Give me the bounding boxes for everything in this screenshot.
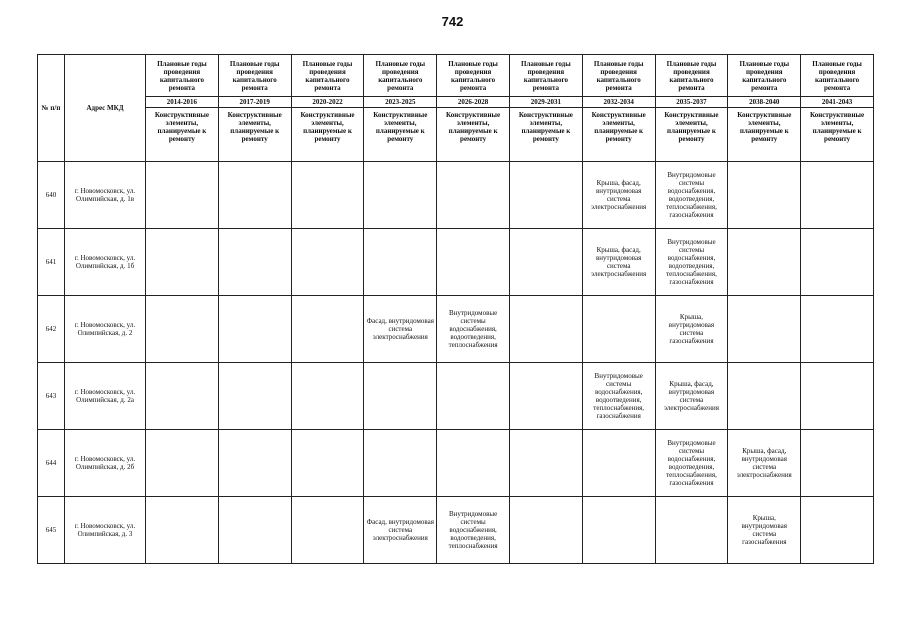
repair-elements-cell	[218, 162, 291, 229]
repair-elements-cell	[437, 229, 510, 296]
row-address: г. Новомосковск, ул. Олимпийская, д. 2б	[65, 430, 146, 497]
row-number: 641	[38, 229, 65, 296]
table-row	[38, 162, 874, 229]
repair-elements-cell	[509, 162, 582, 229]
repair-elements-cell: Крыша, фасад, внутридомовая система электроснабжения	[655, 363, 728, 430]
period-header: 2038-2040	[728, 97, 801, 108]
repair-elements-cell	[291, 363, 364, 430]
elements-header: Конструктивные элементы, планируемые к ремонту	[364, 108, 437, 162]
repair-elements-cell	[218, 229, 291, 296]
page-number: 742	[441, 14, 464, 29]
repair-elements-cell	[801, 162, 874, 229]
elements-header: Конструктивные элементы, планируемые к ремонту	[801, 108, 874, 162]
repair-elements-cell	[728, 162, 801, 229]
elements-header: Конструктивные элементы, планируемые к ремонту	[291, 108, 364, 162]
planned-years-header: Плановые годы проведения капитального ремонта	[291, 55, 364, 97]
planned-years-header: Плановые годы проведения капитального ремонта	[655, 55, 728, 97]
repair-elements-cell	[728, 229, 801, 296]
period-header: 2017-2019	[218, 97, 291, 108]
repair-elements-cell	[801, 296, 874, 363]
elements-header: Конструктивные элементы, планируемые к ремонту	[655, 108, 728, 162]
table-row	[38, 430, 874, 497]
repair-elements-cell	[146, 162, 219, 229]
num-column-header: № п/п	[38, 55, 65, 162]
repair-elements-cell	[146, 430, 219, 497]
repair-elements-cell	[364, 162, 437, 229]
repair-elements-cell	[801, 497, 874, 564]
address-column-header: Адрес МКД	[65, 55, 146, 162]
table-body	[38, 162, 874, 564]
row-number: 645	[38, 497, 65, 564]
repair-elements-cell: Внутридомовые системы водоснабжения, водоотведения, теплоснабжения, газоснабжения	[655, 430, 728, 497]
repair-elements-cell: Внутридомовые системы водоснабжения, водоотведения, теплоснабжения, газоснабжения	[655, 229, 728, 296]
repair-elements-cell	[364, 430, 437, 497]
repair-elements-cell	[291, 296, 364, 363]
row-address: г. Новомосковск, ул. Олимпийская, д. 2	[65, 296, 146, 363]
repair-elements-cell	[801, 363, 874, 430]
planned-years-header: Плановые годы проведения капитального ремонта	[728, 55, 801, 97]
capital-repair-plan-table	[37, 54, 874, 564]
repair-elements-cell	[509, 497, 582, 564]
repair-elements-cell: Внутридомовые системы водоснабжения, водоотведения, теплоснабжения, газоснабжения	[655, 162, 728, 229]
planned-years-header: Плановые годы проведения капитального ремонта	[218, 55, 291, 97]
row-address: г. Новомосковск, ул. Олимпийская, д. 1б	[65, 229, 146, 296]
period-header: 2032-2034	[582, 97, 655, 108]
table-row	[38, 296, 874, 363]
period-header: 2026-2028	[437, 97, 510, 108]
repair-elements-cell: Фасад, внутридомовая система электроснабжения	[364, 497, 437, 564]
header-row-elements	[38, 108, 874, 162]
planned-years-header: Плановые годы проведения капитального ремонта	[509, 55, 582, 97]
elements-header: Конструктивные элементы, планируемые к ремонту	[218, 108, 291, 162]
header-row-periods	[38, 97, 874, 108]
repair-elements-cell: Внутридомовые системы водоснабжения, водоотведения, теплоснабжения, газоснабжения	[582, 363, 655, 430]
repair-elements-cell	[509, 430, 582, 497]
table-row	[38, 229, 874, 296]
repair-elements-cell: Крыша, внутридомовая система газоснабжения	[655, 296, 728, 363]
repair-elements-cell	[218, 363, 291, 430]
repair-elements-cell	[437, 162, 510, 229]
row-number: 642	[38, 296, 65, 363]
planned-years-header: Плановые годы проведения капитального ремонта	[364, 55, 437, 97]
repair-elements-cell	[801, 430, 874, 497]
repair-elements-cell	[582, 430, 655, 497]
repair-elements-cell	[291, 229, 364, 296]
repair-elements-cell	[437, 430, 510, 497]
planned-years-header: Плановые годы проведения капитального ремонта	[437, 55, 510, 97]
repair-elements-cell: Крыша, внутридомовая система газоснабжения	[728, 497, 801, 564]
row-number: 640	[38, 162, 65, 229]
repair-elements-cell	[146, 296, 219, 363]
repair-elements-cell	[146, 229, 219, 296]
repair-elements-cell: Внутридомовые системы водоснабжения, водоотведения, теплоснабжения	[437, 497, 510, 564]
elements-header: Конструктивные элементы, планируемые к ремонту	[582, 108, 655, 162]
period-header: 2029-2031	[509, 97, 582, 108]
repair-elements-cell	[728, 363, 801, 430]
repair-elements-cell	[291, 497, 364, 564]
elements-header: Конструктивные элементы, планируемые к ремонту	[146, 108, 219, 162]
repair-elements-cell	[218, 430, 291, 497]
repair-elements-cell	[509, 363, 582, 430]
repair-elements-cell	[582, 296, 655, 363]
repair-elements-cell	[728, 296, 801, 363]
repair-elements-cell	[364, 363, 437, 430]
repair-elements-cell	[801, 229, 874, 296]
planned-years-header: Плановые годы проведения капитального ремонта	[146, 55, 219, 97]
repair-elements-cell	[218, 497, 291, 564]
row-address: г. Новомосковск, ул. Олимпийская, д. 1в	[65, 162, 146, 229]
repair-elements-cell	[364, 229, 437, 296]
repair-elements-cell: Внутридомовые системы водоснабжения, водоотведения, теплоснабжения	[437, 296, 510, 363]
table-row	[38, 363, 874, 430]
planned-years-header: Плановые годы проведения капитального ремонта	[582, 55, 655, 97]
planned-years-header: Плановые годы проведения капитального ремонта	[801, 55, 874, 97]
repair-elements-cell	[291, 430, 364, 497]
repair-elements-cell: Крыша, фасад, внутридомовая система электроснабжения	[728, 430, 801, 497]
table-row	[38, 497, 874, 564]
header-row-planned-years	[38, 55, 874, 97]
row-address: г. Новомосковск, ул. Олимпийская, д. 3	[65, 497, 146, 564]
repair-elements-cell	[146, 363, 219, 430]
repair-elements-cell: Крыша, фасад, внутридомовая система электроснабжения	[582, 162, 655, 229]
repair-elements-cell	[582, 497, 655, 564]
elements-header: Конструктивные элементы, планируемые к ремонту	[728, 108, 801, 162]
row-number: 643	[38, 363, 65, 430]
period-header: 2041-2043	[801, 97, 874, 108]
row-number: 644	[38, 430, 65, 497]
repair-elements-cell	[655, 497, 728, 564]
period-header: 2035-2037	[655, 97, 728, 108]
period-header: 2023-2025	[364, 97, 437, 108]
elements-header: Конструктивные элементы, планируемые к ремонту	[509, 108, 582, 162]
repair-elements-cell	[146, 497, 219, 564]
period-header: 2014-2016	[146, 97, 219, 108]
row-address: г. Новомосковск, ул. Олимпийская, д. 2а	[65, 363, 146, 430]
repair-elements-cell: Фасад, внутридомовая система электроснабжения	[364, 296, 437, 363]
repair-elements-cell	[509, 296, 582, 363]
repair-elements-cell	[437, 363, 510, 430]
elements-header: Конструктивные элементы, планируемые к ремонту	[437, 108, 510, 162]
repair-elements-cell	[291, 162, 364, 229]
repair-elements-cell	[218, 296, 291, 363]
repair-elements-cell	[509, 229, 582, 296]
period-header: 2020-2022	[291, 97, 364, 108]
repair-elements-cell: Крыша, фасад, внутридомовая система электроснабжения	[582, 229, 655, 296]
